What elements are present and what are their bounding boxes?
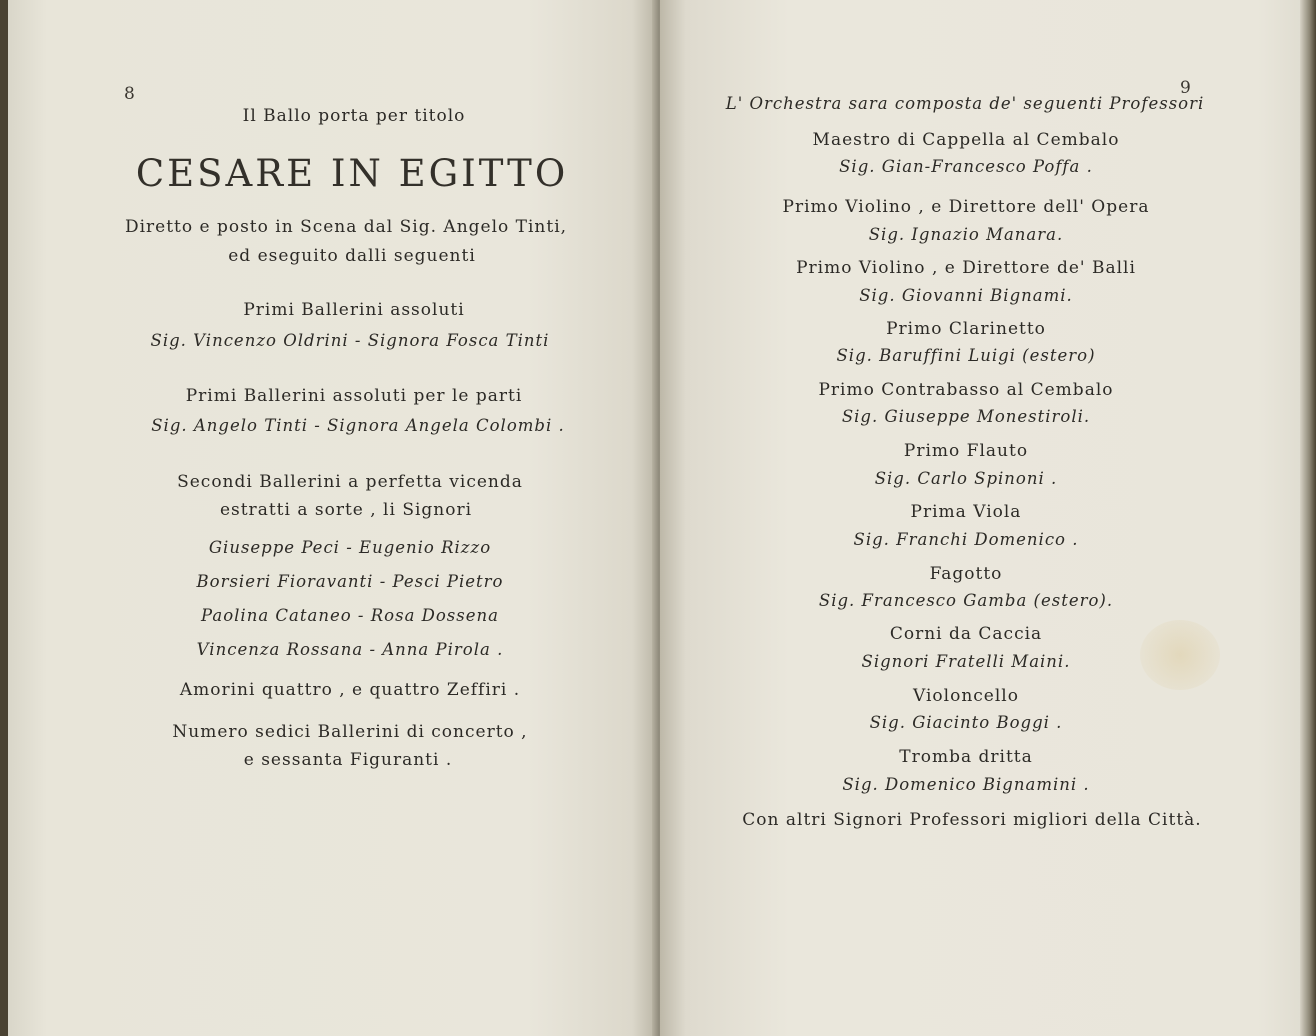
section-names: Sig. Vincenzo Oldrini - Signora Fosca Tinti bbox=[150, 331, 550, 350]
orchestra-role: Primo Contrabasso al Cembalo bbox=[818, 380, 1114, 400]
orchestra-role: Violoncello bbox=[913, 686, 1019, 706]
orchestra-role: Prima Viola bbox=[910, 502, 1022, 522]
orchestra-role: Maestro di Cappella al Cembalo bbox=[812, 130, 1120, 150]
orchestra-member: Sig. Giacinto Boggi . bbox=[869, 713, 1063, 732]
dancer-pair: Vincenza Rossana - Anna Pirola . bbox=[196, 640, 504, 659]
ballo-title: CESARE IN EGITTO bbox=[135, 152, 569, 195]
section-heading: Primi Ballerini assoluti bbox=[243, 300, 465, 320]
dancer-pair: Borsieri Fioravanti - Pesci Pietro bbox=[196, 572, 504, 591]
paper-stain bbox=[1140, 620, 1220, 690]
orchestra-role: Primo Violino , e Direttore dell' Opera bbox=[782, 197, 1150, 217]
orchestra-member: Sig. Carlo Spinoni . bbox=[874, 469, 1058, 488]
orchestra-member: Sig. Baruffini Luigi (estero) bbox=[836, 346, 1096, 365]
dancer-pair: Paolina Cataneo - Rosa Dossena bbox=[201, 606, 499, 625]
numero-line-1: Numero sedici Ballerini di concerto , bbox=[172, 722, 528, 742]
orchestra-heading: L' Orchestra sara composta de' seguenti Professori bbox=[725, 94, 1205, 113]
left-page bbox=[8, 0, 658, 1036]
secondi-heading-1: Secondi Ballerini a perfetta vicenda bbox=[177, 472, 523, 492]
orchestra-role: Primo Flauto bbox=[903, 441, 1029, 461]
directed-line-2: ed eseguito dalli seguenti bbox=[228, 246, 476, 266]
section-heading: Primi Ballerini assoluti per le parti bbox=[185, 386, 523, 406]
orchestra-role: Primo Clarinetto bbox=[886, 319, 1046, 339]
orchestra-member: Sig. Francesco Gamba (estero). bbox=[818, 591, 1114, 610]
book-edge bbox=[1300, 0, 1316, 1036]
orchestra-role: Fagotto bbox=[929, 564, 1003, 584]
orchestra-member: Sig. Ignazio Manara. bbox=[868, 225, 1064, 244]
page-number-left: 8 bbox=[124, 84, 135, 104]
orchestra-role: Corni da Caccia bbox=[889, 624, 1043, 644]
orchestra-member: Sig. Gian-Francesco Poffa . bbox=[839, 157, 1093, 176]
orchestra-member: Signori Fratelli Maini. bbox=[861, 652, 1071, 671]
secondi-heading-2: estratti a sorte , li Signori bbox=[219, 500, 473, 520]
section-names: Sig. Angelo Tinti - Signora Angela Colombi . bbox=[151, 416, 565, 435]
right-page bbox=[660, 0, 1310, 1036]
orchestra-member: Sig. Franchi Domenico . bbox=[853, 530, 1079, 549]
orchestra-member: Sig. Domenico Bignamini . bbox=[842, 775, 1090, 794]
orchestra-member: Sig. Giuseppe Monestiroli. bbox=[841, 407, 1091, 426]
dancer-pair: Giuseppe Peci - Eugenio Rizzo bbox=[208, 538, 492, 557]
ballo-intro: Il Ballo porta per titolo bbox=[242, 106, 466, 126]
directed-line-1: Diretto e posto in Scena dal Sig. Angelo Tinti, bbox=[124, 217, 568, 237]
numero-line-2: e sessanta Figuranti . bbox=[243, 750, 453, 770]
closing-line: Con altri Signori Professori migliori della Città. bbox=[742, 810, 1202, 830]
orchestra-member: Sig. Giovanni Bignami. bbox=[859, 286, 1073, 305]
orchestra-role: Tromba dritta bbox=[899, 747, 1033, 767]
amorini-line: Amorini quattro , e quattro Zeffiri . bbox=[179, 680, 521, 700]
page-number-right: 9 bbox=[1180, 78, 1191, 98]
orchestra-role: Primo Violino , e Direttore de' Balli bbox=[796, 258, 1136, 278]
